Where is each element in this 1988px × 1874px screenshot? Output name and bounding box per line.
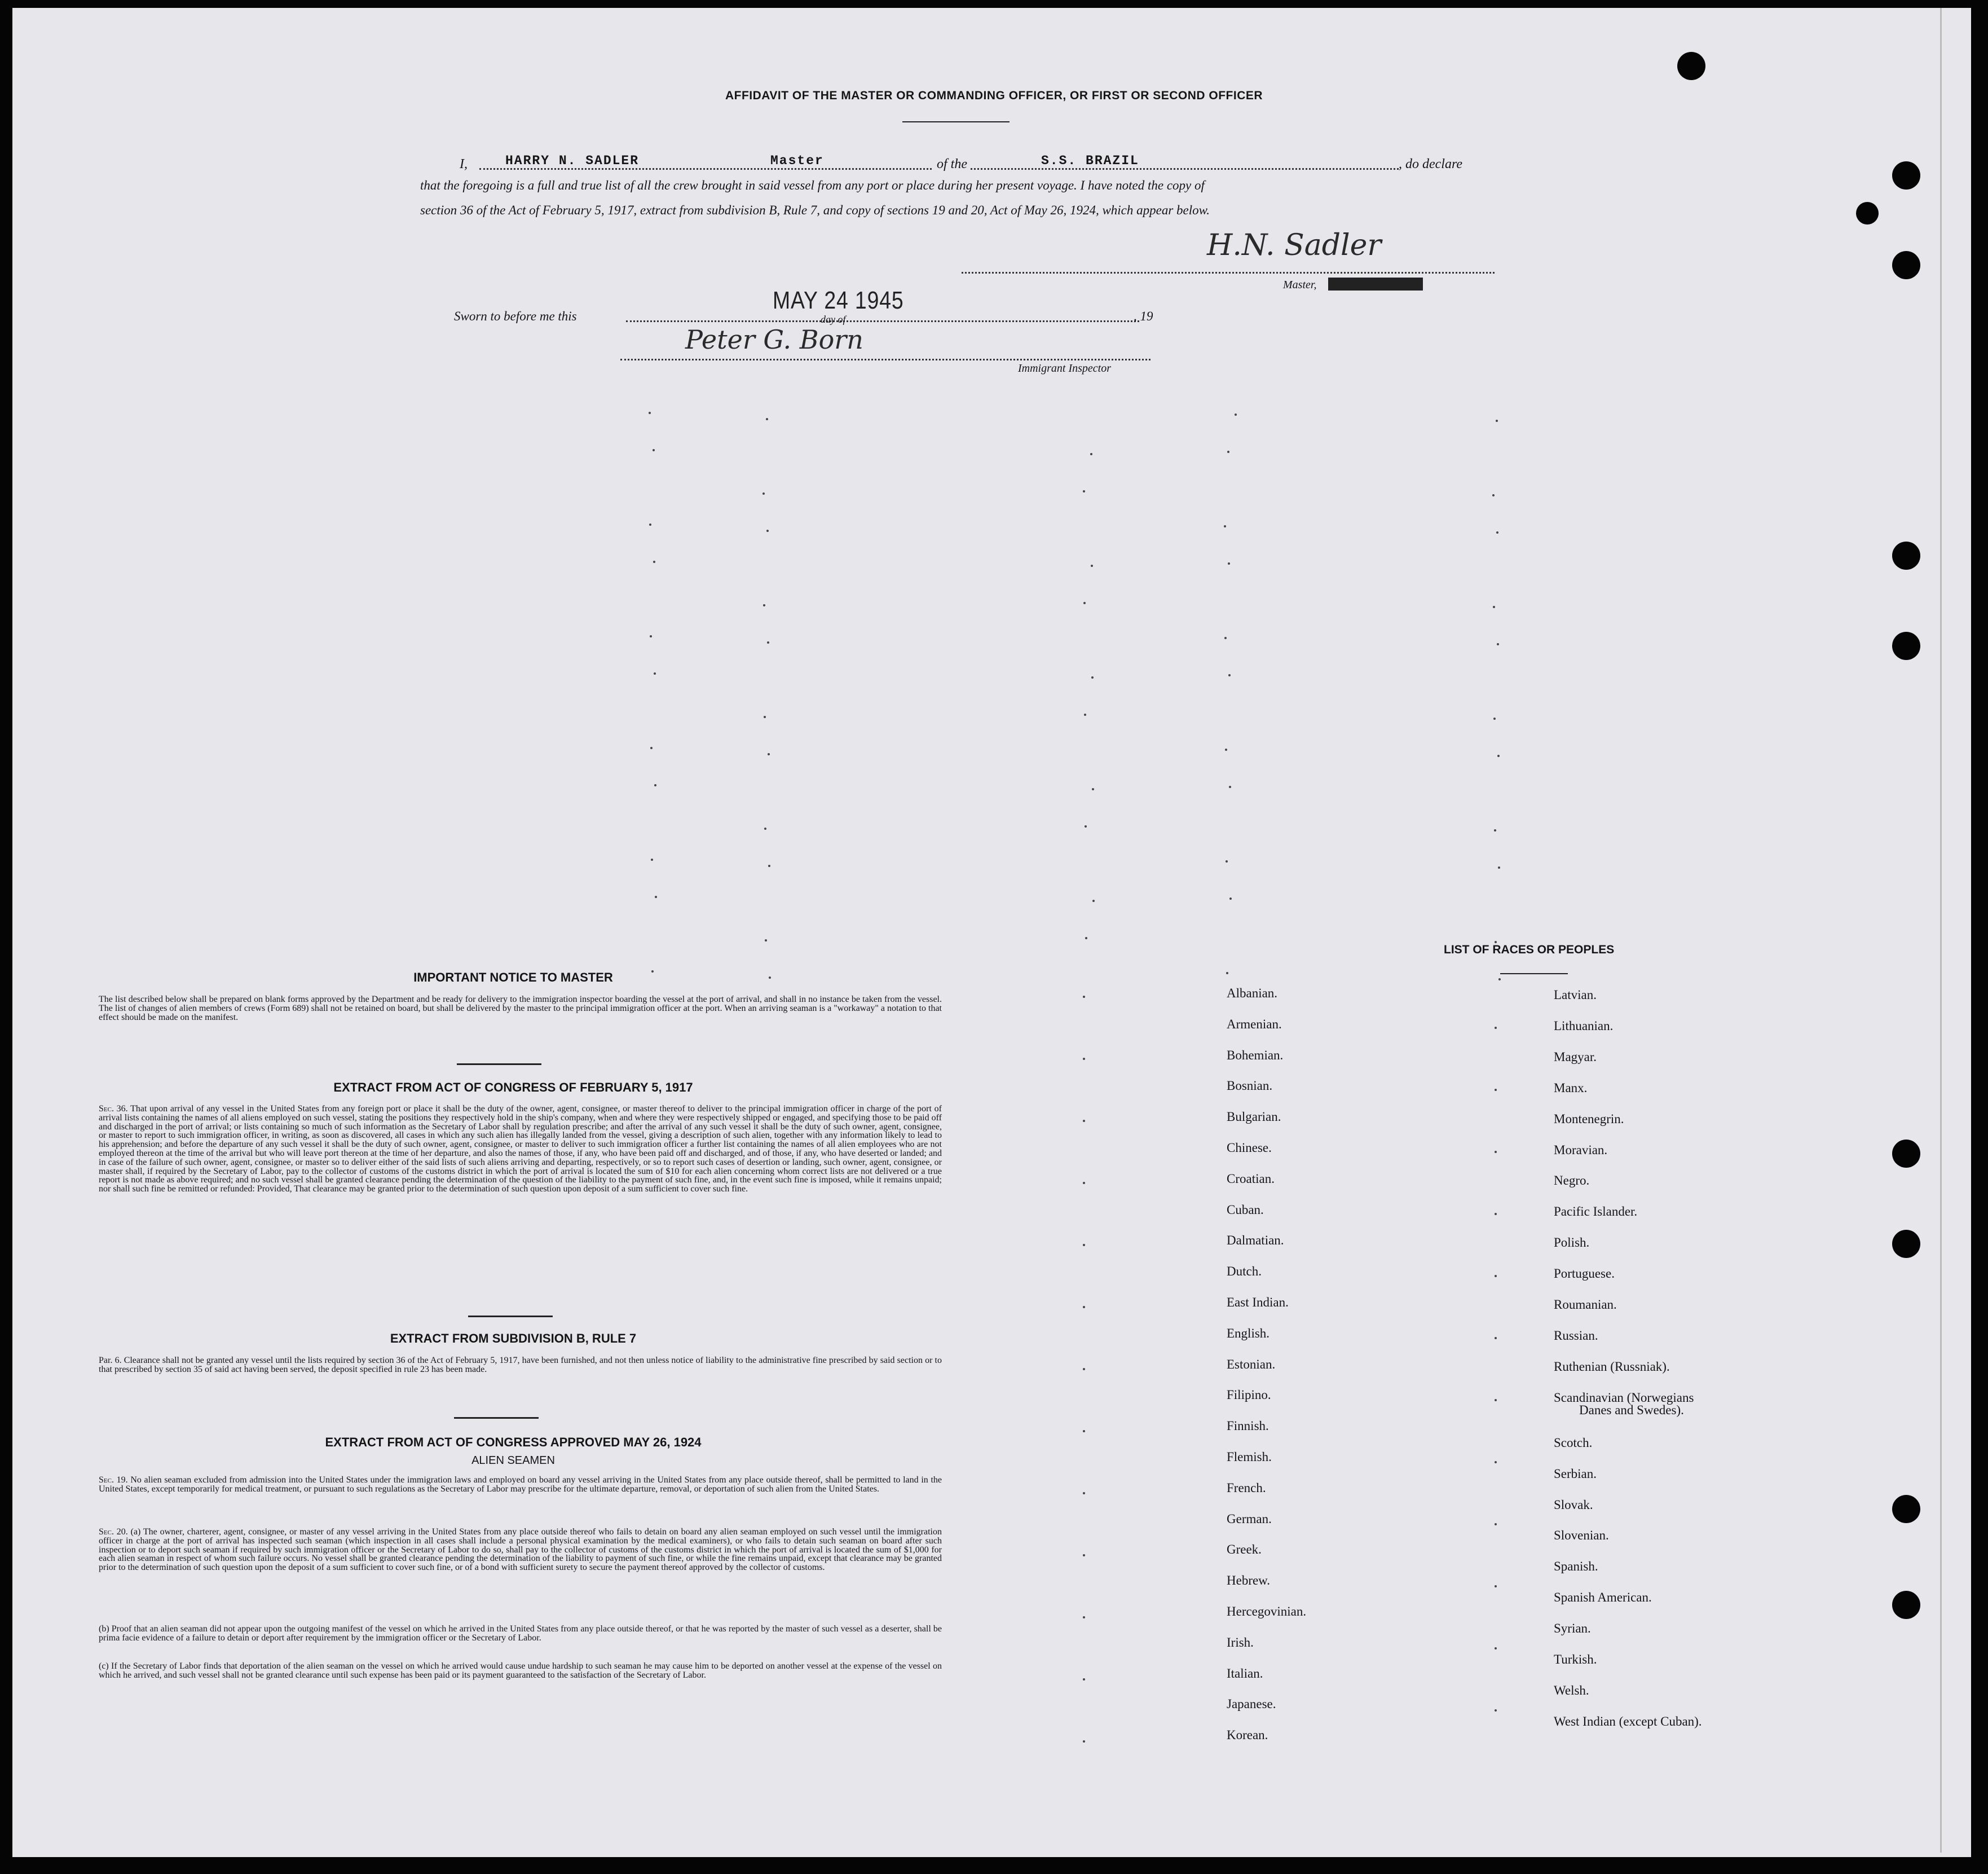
- race-item: Hercegovinian.: [1227, 1604, 1307, 1618]
- race-item: Armenian.: [1227, 1017, 1282, 1031]
- ink-dot: [766, 418, 768, 420]
- race-item: Korean.: [1227, 1728, 1268, 1743]
- ink-dot: [1092, 900, 1095, 902]
- race-item: Portuguese.: [1554, 1266, 1615, 1281]
- ink-dot: [1497, 643, 1499, 645]
- ink-dot: [1495, 1523, 1497, 1525]
- ink-dot: [1226, 972, 1228, 974]
- inspector-label: Immigrant Inspector: [1018, 362, 1111, 375]
- ink-dot: [1229, 786, 1231, 788]
- race-item: Moravian.: [1554, 1142, 1608, 1157]
- race-item: Latvian.: [1554, 988, 1597, 1002]
- ink-dot: [650, 747, 653, 749]
- races-rule: [1500, 973, 1568, 974]
- race-item: German.: [1227, 1511, 1272, 1526]
- extract-1924-heading: EXTRACT FROM ACT OF CONGRESS APPROVED MAY 26, 1924: [325, 1435, 702, 1449]
- race-item: Filipino.: [1227, 1388, 1271, 1402]
- punch-hole: [1856, 202, 1879, 225]
- race-item: Japanese.: [1227, 1697, 1276, 1712]
- ink-dot: [1083, 602, 1086, 604]
- ink-dot: [1497, 755, 1500, 757]
- ink-dot: [1083, 1740, 1085, 1743]
- race-item: Magyar.: [1554, 1049, 1597, 1064]
- race-item: West Indian (except Cuban).: [1554, 1714, 1702, 1728]
- rank: Master: [767, 153, 827, 168]
- year-label: , 19: [1134, 309, 1153, 323]
- race-item: Flemish.: [1227, 1450, 1272, 1464]
- ink-dot: [649, 524, 651, 526]
- ink-dot: [1083, 1368, 1085, 1370]
- ink-dot: [1225, 749, 1227, 751]
- sworn-date-line: [626, 320, 1139, 322]
- section-rule: [454, 1417, 539, 1419]
- sec-36-text: That upon arrival of any vessel in the United States from any foreign port or place it shall be the duty of the owner, agent, consignee, or master thereof to deliver to the principal immigration officer in charge of the port of arrival lists containing the names of all aliens employed on such vessel, stating the positions they respectively hold in the ship's company, when and where they were respectively shipped or engaged, and specifying those to be paid off and discharged in the port of arrival; or lists containing so much of such information as the Secretary of Labor shall by regulation prescribe; and after the arrival of any such vessel it shall be the duty of such owner, agent, consignee, or master to report to such immigration officer, in writing, as soon as discovered, all cases in which any such alien has illegally landed from the vessel, giving a description of such alien, together with any information likely to lead to his apprehension; and before the departure of any such vessel it shall be the duty of such owner, agent, consignee, or master to deliver to such immigration officer a further list containing the names of all alien employees who are not employed thereon at the time of the arrival but who will leave port thereon at the time of her departure, and also the names of those, if any, who have been paid off and discharged, and of those, if any, who have deserted or landed; and in case of the failure of such owner, agent, consignee, or master so to deliver either of the said lists of such aliens arriving and departing, respectively, or so to report such cases of desertion or landing, such owner, agent, consignee, or master shall, if required by the Secretary of Labor, pay to the collector of customs of the customs district in which the port of arrival is located the sum of $10 for each alien concerning whom correct lists are not delivered or a true report is not made as above required; and no such vessel shall be granted clearance pending the determination of the question of the liability to the payment of such fine, and, in the event such fine is imposed, while it remains unpaid; nor shall such fine be remitted or refunded: Provided, That clearance may be granted prior to the determination of such question upon deposit of a sum sufficient to cover such fine.: [99, 1104, 942, 1194]
- signature-line: [962, 272, 1495, 274]
- punch-hole: [1892, 1495, 1920, 1523]
- punch-hole: [1892, 1140, 1920, 1168]
- races-heading: LIST OF RACES OR PEOPLES: [1444, 943, 1615, 956]
- ink-dot: [1083, 1616, 1085, 1618]
- section-rule: [457, 1063, 541, 1065]
- punch-hole: [1892, 251, 1920, 279]
- ink-dot: [1083, 1492, 1085, 1494]
- sec-19-label: Sec. 19.: [99, 1475, 128, 1485]
- ink-dot: [1083, 1678, 1085, 1681]
- ink-dot: [1228, 674, 1231, 676]
- race-item: Serbian.: [1554, 1466, 1597, 1481]
- ink-dot: [1495, 1275, 1497, 1277]
- declaration-line-2: that the foregoing is a full and true list of all the crew brought in said vessel from any port or place during her present voyage. I have noted the copy of: [420, 178, 1205, 192]
- ink-dot: [654, 784, 656, 786]
- inspector-signature: Peter G. Born: [685, 324, 863, 355]
- ink-dot: [1227, 451, 1229, 453]
- race-item: Bulgarian.: [1227, 1110, 1281, 1124]
- ink-dot: [1092, 788, 1094, 790]
- ink-dot: [1083, 1244, 1085, 1246]
- sec-19-text: No alien seaman excluded from admission into the United States under the immigration laws and employed on board any vessel arriving in the United States from any place outside thereof, shall be permitted to land in the United States, except temporarily for medical treatment, or pursuant to such regulations as the Secretary of Labor may prescribe for the ultimate departure, removal, or deportation of such alien from the United States.: [99, 1475, 942, 1494]
- ink-dot: [1084, 714, 1086, 716]
- race-item: Chinese.: [1227, 1141, 1272, 1155]
- master-signature: H.N. Sadler: [1207, 228, 1382, 262]
- vessel-name: S.S. BRAZIL: [1038, 153, 1143, 168]
- ink-dot: [1495, 1399, 1497, 1401]
- race-item: Pacific Islander.: [1554, 1204, 1638, 1219]
- race-item: Manx.: [1554, 1080, 1588, 1095]
- race-item: Italian.: [1227, 1666, 1263, 1681]
- punch-hole: [1892, 1591, 1920, 1619]
- ink-dot: [1085, 937, 1087, 939]
- race-item: Spanish American.: [1554, 1590, 1652, 1605]
- date-stamp: MAY 24 1945: [773, 287, 904, 314]
- affidavit-title: AFFIDAVIT OF THE MASTER OR COMMANDING OFFICER, OR FIRST OR SECOND OFFICER: [725, 89, 1263, 102]
- ink-dot: [765, 939, 767, 942]
- race-item: Russian.: [1554, 1328, 1598, 1343]
- ink-dot: [1495, 1461, 1497, 1463]
- race-item: Welsh.: [1554, 1683, 1589, 1697]
- ink-dot: [1091, 676, 1094, 679]
- race-item: East Indian.: [1227, 1295, 1289, 1309]
- ink-dot: [1495, 1709, 1497, 1712]
- race-item: Slovak.: [1554, 1497, 1593, 1512]
- ink-dot: [1495, 1337, 1497, 1339]
- binding-edge: [1940, 8, 1942, 1853]
- ink-dot: [1083, 490, 1085, 492]
- race-item: Turkish.: [1554, 1652, 1597, 1666]
- extract-1917-heading: EXTRACT FROM ACT OF CONGRESS OF FEBRUARY 5, 1917: [333, 1080, 693, 1094]
- race-item: Dalmatian.: [1227, 1233, 1284, 1248]
- race-item: French.: [1227, 1480, 1266, 1495]
- alien-seamen-subheading: ALIEN SEAMEN: [471, 1454, 555, 1467]
- ink-dot: [649, 412, 651, 414]
- race-item: Bohemian.: [1227, 1048, 1284, 1062]
- extract-1917-text: [99, 1105, 942, 1194]
- master-name: HARRY N. SADLER: [502, 153, 642, 168]
- race-item: Finnish.: [1227, 1419, 1269, 1433]
- race-item: Syrian.: [1554, 1621, 1591, 1636]
- master-label: Master,: [1283, 279, 1317, 291]
- ink-dot: [1495, 1213, 1497, 1215]
- ink-dot: [1492, 494, 1495, 496]
- punch-hole: [1892, 632, 1920, 660]
- race-item: Montenegrin.: [1554, 1111, 1624, 1126]
- ink-dot: [1495, 1027, 1497, 1029]
- ink-dot: [1496, 531, 1498, 534]
- ink-dot: [1229, 898, 1232, 900]
- punch-hole: [1677, 52, 1705, 80]
- sec-20a-paragraph: [99, 1528, 942, 1572]
- ink-dot: [1496, 420, 1498, 422]
- race-item: Spanish.: [1554, 1559, 1598, 1574]
- declaration-line-3: section 36 of the Act of February 5, 1917, extract from subdivision B, Rule 7, and copy of sections 19 and 20, Act of May 26, 1924, which appear below.: [420, 203, 1210, 217]
- ink-dot: [762, 492, 765, 495]
- ink-dot: [1085, 825, 1087, 828]
- ink-dot: [767, 641, 769, 644]
- race-item: Scandinavian (Norwegians: [1554, 1390, 1694, 1405]
- struck-title: XXXXXXXXXXXXXX: [1328, 278, 1423, 291]
- race-item: Danes and Swedes).: [1579, 1402, 1684, 1417]
- ink-dot: [1090, 453, 1092, 455]
- sec-20a-text: (a) The owner, charterer, agent, consignee, or master of any vessel arriving in the United States from any place outside thereof who fails to detain on board any alien seaman employed on such vessel until the immigration officer in charge at the port of arrival has inspected such seaman (which inspection in all cases shall include a personal physical examination by the medical examiners), or who fails to detain such seaman on board after such inspection or to deport such seaman if required by such immigration officer or the Secretary of Labor to do so, shall pay to the collector of customs of the customs district in which the port of arrival is located the sum of $1,000 for each alien seaman in respect of whom such failure occurs. No vessel shall be granted clearance pending the determination of the liability to payment of such fine, or while the fine remains unpaid, except that clearance may be granted prior to the determination of such question upon the deposit of a sum sufficient to cover such fine, or of a bond with sufficient surety to secure the payment thereof approved by the collector of customs.: [99, 1527, 942, 1573]
- race-item: Greek.: [1227, 1542, 1262, 1557]
- sec-20c-text: (c) If the Secretary of Labor finds that deportation of the alien seaman on the vessel on which he arrived would cause undue hardship to such seaman he may cause him to be deported on another vessel at the expense of the vessel on which he arrived, and such vessel shall not be granted clearance until such expense has been paid or its payment guaranteed to the satisfaction of the Secretary of Labor.: [99, 1661, 942, 1680]
- ink-dot: [1224, 525, 1226, 527]
- race-item: Polish.: [1554, 1235, 1590, 1250]
- ink-dot: [1083, 1430, 1085, 1432]
- race-item: Slovenian.: [1554, 1528, 1609, 1543]
- ink-dot: [1226, 860, 1228, 863]
- ink-dot: [1493, 606, 1495, 608]
- day-of-label: day of: [821, 314, 846, 325]
- do-declare-label: , do declare: [1399, 157, 1463, 171]
- race-item: Dutch.: [1227, 1264, 1262, 1279]
- sec-20b-text: (b) Proof that an alien seaman did not appear upon the outgoing manifest of the vessel on which he arrived in the United States from any place outside thereof, or that he was reported by the master of such vessel as a deserter, shall be prima facie evidence of a failure to detain or deport after requirement by the immigration officer or the Secretary of Labor.: [99, 1624, 942, 1643]
- ink-dot: [768, 865, 770, 867]
- ink-dot: [1083, 996, 1085, 998]
- sec-19-paragraph: [99, 1476, 942, 1494]
- ink-dot: [1494, 829, 1496, 832]
- ink-dot: [1498, 978, 1501, 980]
- race-item: Estonian.: [1227, 1357, 1276, 1371]
- ink-dot: [1235, 413, 1237, 416]
- race-item: English.: [1227, 1326, 1270, 1340]
- race-item: Lithuanian.: [1554, 1018, 1614, 1033]
- of-the-label: of the: [933, 157, 971, 172]
- ink-dot: [764, 828, 766, 830]
- sec-36-label: Sec. 36.: [99, 1104, 128, 1114]
- notice-text: The list described below shall be prepared on blank forms approved by the Department and be ready for delivery to the immigration inspector boarding the vessel at the port of arrival, and shall in no instance be taken from the vessel. The list of changes of alien members of crews (Form 689) shall not be retained on board, but shall be delivered by the master to the principal immigration officer at the port. When an arriving seaman is a "workaway" a notation to that effect should be made on the manifest.: [99, 995, 942, 1022]
- race-item: Hebrew.: [1227, 1573, 1271, 1588]
- ink-dot: [655, 896, 657, 898]
- sec-20-label: Sec. 20.: [99, 1527, 128, 1537]
- race-item: Roumanian.: [1554, 1297, 1617, 1312]
- race-item: Albanian.: [1227, 986, 1278, 1000]
- notice-heading: IMPORTANT NOTICE TO MASTER: [413, 970, 613, 984]
- punch-hole: [1892, 161, 1920, 190]
- ink-dot: [1224, 637, 1227, 639]
- race-item: Negro.: [1554, 1173, 1590, 1188]
- ink-dot: [1495, 1151, 1497, 1153]
- ink-dot: [768, 753, 770, 755]
- ink-dot: [653, 561, 655, 563]
- ink-dot: [1083, 1120, 1085, 1122]
- inspector-line: [620, 359, 1151, 360]
- ink-dot: [1498, 866, 1500, 869]
- race-item: Croatian.: [1227, 1171, 1275, 1186]
- ink-dot: [1495, 1089, 1497, 1091]
- ink-dot: [1495, 1647, 1497, 1649]
- ink-dot: [1083, 1306, 1085, 1308]
- sworn-label: Sworn to before me this: [454, 309, 577, 323]
- race-item: Scotch.: [1554, 1435, 1593, 1450]
- ink-dot: [1083, 1182, 1085, 1184]
- rule-7-heading: EXTRACT FROM SUBDIVISION B, RULE 7: [390, 1331, 637, 1345]
- section-rule: [468, 1316, 553, 1317]
- ink-dot: [1495, 1585, 1497, 1587]
- ink-dot: [1493, 718, 1496, 720]
- ink-dot: [1228, 562, 1230, 565]
- ink-dot: [764, 716, 766, 718]
- ink-dot: [654, 672, 656, 675]
- ink-dot: [651, 859, 653, 861]
- ink-dot: [766, 530, 769, 532]
- ink-dot: [653, 449, 655, 451]
- ink-dot: [1083, 1058, 1085, 1060]
- ink-dot: [650, 635, 652, 637]
- race-item: Cuban.: [1227, 1202, 1264, 1217]
- rule-7-text: Par. 6. Clearance shall not be granted any vessel until the lists required by section 36 of the Act of February 5, 1917, have been furnished, and not then unless notice of liability to the administrative fine prescribed by said section or to that prescribed by section 35 of said act having been served, the deposit specified in rule 23 has been made.: [99, 1356, 942, 1374]
- ink-dot: [1083, 1554, 1085, 1556]
- ink-dot: [1091, 565, 1093, 567]
- title-rule: [902, 121, 1010, 122]
- punch-hole: [1892, 1230, 1920, 1258]
- ink-dot: [763, 604, 765, 606]
- punch-hole: [1892, 542, 1920, 570]
- race-item: Ruthenian (Russniak).: [1554, 1359, 1670, 1374]
- race-item: Bosnian.: [1227, 1079, 1273, 1093]
- race-item: Irish.: [1227, 1635, 1254, 1649]
- declaration-i: I,: [460, 157, 468, 171]
